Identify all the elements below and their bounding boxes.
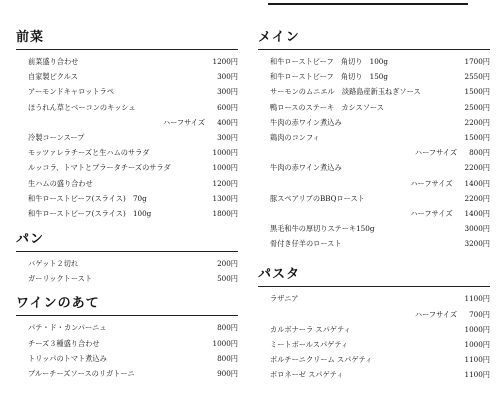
menu-item-price: 2200円 (464, 193, 490, 203)
menu-item-name: 冷製コーンスープ (28, 132, 85, 142)
menu-item (16, 84, 238, 99)
menu-item-name: ラザニア (270, 294, 299, 304)
menu-item-name: 和牛ローストビーフ(スライス) 100g (28, 208, 152, 218)
menu-item-price: 200円 (217, 259, 238, 269)
half-size-row (258, 176, 490, 191)
menu-item (258, 337, 490, 352)
menu-column-left (16, 30, 238, 381)
menu-item-price: 3200円 (464, 239, 490, 249)
menu-item-name: トリッパのトマト煮込み (28, 353, 107, 363)
menu-item-name: 和牛ローストビーフ 角切り 100g (270, 57, 388, 66)
menu-item-price: 2500円 (464, 102, 490, 112)
menu-item-price: 1200円 (212, 57, 238, 66)
menu-item-price: 1400円 (464, 178, 490, 188)
half-size-row (258, 307, 490, 322)
menu-item (258, 115, 490, 130)
menu-item (16, 54, 238, 69)
menu-item-price: 1700円 (464, 57, 490, 66)
menu-item (16, 320, 238, 335)
menu-item (16, 69, 238, 84)
half-size-label: ハーフサイズ (162, 117, 206, 127)
menu-item-price: 400円 (217, 117, 238, 127)
menu-item (258, 352, 490, 367)
half-size-label: ハーフサイズ (410, 178, 453, 188)
menu-item-price: 2200円 (464, 117, 490, 127)
menu-item (16, 100, 238, 115)
menu-item-name: 和牛ローストビーフ 角切り 150g (270, 72, 388, 82)
menu-item-price: 800円 (217, 323, 238, 333)
menu-item-name: ポルチーニクリーム スパゲティ (270, 355, 373, 365)
half-size-row (258, 145, 490, 160)
menu-item (258, 130, 490, 145)
menu-item-name: 鴨ロースのステーキ カシスソース (270, 102, 384, 112)
menu-item-name: ルッコラ、トマトとブラータチーズのサラダ (28, 163, 171, 173)
menu-item-name: 豚スペアリブのBBQロースト (270, 193, 365, 203)
menu-item-name: チーズ３種盛り合わせ (28, 338, 100, 348)
menu-item (16, 206, 238, 221)
menu-item-price: 2550円 (464, 72, 490, 82)
menu-item-name: ボロネーゼ スパゲティ (270, 370, 344, 380)
half-size-label: ハーフサイズ (410, 208, 453, 218)
section-title: メイン (258, 30, 490, 50)
menu-item-price: 2200円 (464, 163, 490, 173)
menu-item-price: 600円 (217, 102, 238, 112)
top-divider-line (268, 3, 468, 5)
menu-item-name: 牛肉の赤ワイン煮込み (270, 117, 342, 127)
menu-item-price: 1000円 (464, 340, 490, 349)
menu-item-name: ほうれん草とベーコンのキッシュ (28, 102, 136, 112)
menu-item-price: 3000円 (464, 224, 490, 234)
menu-item-price: 1500円 (464, 132, 490, 142)
menu-section (258, 267, 490, 382)
menu-section (16, 296, 238, 381)
menu-item-price: 500円 (217, 274, 238, 284)
menu-item-name: ミートボールスパゲティ (270, 340, 349, 349)
menu-item-price: 1000円 (212, 163, 238, 173)
menu-item-name: パテ・ド・カンパーニュ (28, 323, 107, 333)
menu-item (16, 145, 238, 160)
menu-item (258, 100, 490, 115)
section-title: パスタ (258, 267, 490, 287)
menu-item (258, 69, 490, 84)
menu-item (258, 291, 490, 306)
menu-item-price: 300円 (217, 72, 238, 82)
half-size-row (16, 115, 238, 130)
menu-item-name: ガーリックトースト (28, 274, 93, 284)
menu-item (16, 366, 238, 381)
menu-item-price: 1000円 (212, 148, 238, 158)
menu-item-name: 黒毛和牛の厚切りステーキ150g (270, 224, 375, 234)
menu-item-price: 900円 (217, 369, 238, 378)
menu-item (16, 351, 238, 366)
menu-item (258, 84, 490, 99)
menu-item (258, 367, 490, 382)
section-title: 前菜 (16, 30, 238, 50)
menu-item (258, 236, 490, 251)
menu-item (258, 54, 490, 69)
menu-item-price: 300円 (217, 87, 238, 97)
menu-item-price: 1100円 (464, 370, 490, 380)
section-title: パン (16, 232, 238, 252)
menu-item (16, 191, 238, 206)
menu-item-name: 前菜盛り合わせ (28, 57, 79, 66)
menu-item-name: カルボナーラ スパゲティ (270, 324, 351, 334)
menu-item-name: 和牛ローストビーフ(スライス) 70g (28, 193, 147, 203)
menu-item (16, 176, 238, 191)
menu-item-name: バゲット２切れ (28, 259, 79, 269)
menu-item-name: モッツァレラチーズと生ハムのサラダ (28, 148, 150, 158)
menu-item (16, 271, 238, 286)
menu-section (258, 30, 490, 251)
menu-item (16, 336, 238, 351)
menu-item-price: 1200円 (212, 178, 238, 188)
menu-item-price: 700円 (469, 309, 490, 319)
menu-item-name: 生ハムの盛り合わせ (28, 178, 93, 188)
menu-item-name: 牛肉の赤ワイン煮込み (270, 163, 342, 173)
menu-item-name: ブルーチーズソースのリガトーニ (28, 369, 135, 378)
menu-item (258, 221, 490, 236)
half-size-row (258, 206, 490, 221)
half-size-label: ハーフサイズ (414, 148, 458, 158)
menu-item (258, 191, 490, 206)
menu-section (16, 232, 238, 286)
menu-item-price: 1500円 (464, 87, 490, 97)
menu-item-price: 1300円 (212, 193, 238, 203)
menu-item (16, 160, 238, 175)
menu-item (258, 160, 490, 175)
menu-item-name: 骨付き仔羊のロースト (270, 239, 342, 249)
menu-item (16, 256, 238, 271)
menu-item-price: 1000円 (212, 338, 238, 348)
half-size-label: ハーフサイズ (414, 309, 458, 319)
menu-item-name: サーモンのムニエル 淡路島産新玉ねぎソース (270, 87, 421, 97)
menu-item-price: 1400円 (464, 208, 490, 218)
menu-item-price: 800円 (469, 148, 490, 158)
menu-item-price: 1100円 (464, 294, 490, 304)
section-title: ワインのあて (16, 296, 238, 316)
menu-item (258, 322, 490, 337)
menu-item-price: 1000円 (464, 324, 490, 334)
menu-item-price: 800円 (217, 353, 238, 363)
menu-item-price: 1800円 (212, 208, 238, 218)
menu-item-name: アーモンドキャロットラペ (28, 87, 114, 97)
menu-section (16, 30, 238, 221)
menu-column-right (258, 30, 490, 383)
menu-item (16, 130, 238, 145)
menu-item-name: 自家製ピクルス (28, 72, 78, 82)
menu-item-name: 鶏肉のコンフィ (270, 132, 320, 142)
menu-item-price: 300円 (217, 132, 238, 142)
menu-item-price: 1100円 (464, 355, 490, 365)
